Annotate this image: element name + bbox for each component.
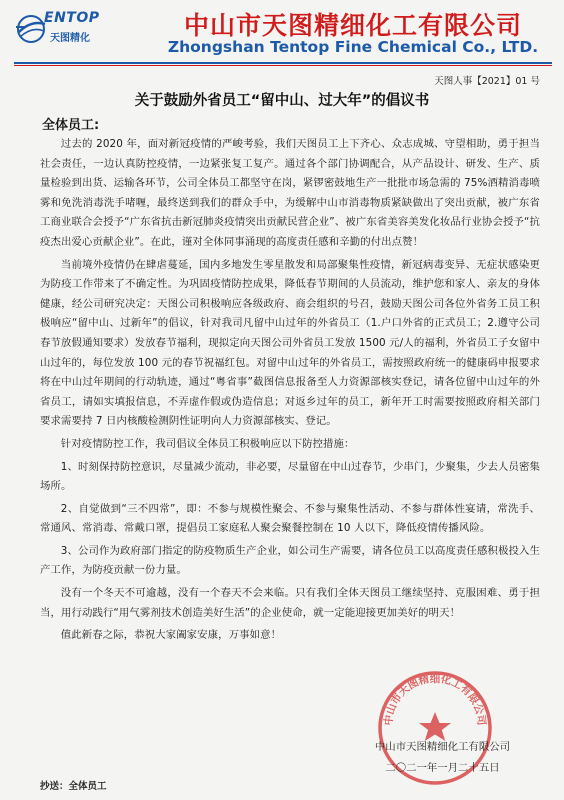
letter-body (40, 135, 540, 649)
document-title: 关于鼓励外省员工“留中山、过大年”的倡议书 (134, 93, 430, 109)
paragraph: 没有一个冬天不可逾越，没有一个春天不会来临。只有我们全体天图员工继续坚持、克服困难、勇于担当，用行动践行“用气雾剂技术创造美好生活”的企业使命，就一定能迎接更加美好的明天！ (40, 587, 540, 619)
salutation: 全体员工: (42, 118, 100, 133)
company-logo (14, 8, 132, 52)
svg-text:中山市天图精细化工有限公司: 中山市天图精细化工有限公司 (382, 672, 488, 726)
logo-text-en: ENTOP (44, 10, 100, 26)
paragraph: 过去的 2020 年，面对新冠疫情的严峻考验，我们天图员工上下齐心、众志成城、守望相助，勇于担当社会责任，一边认真防控疫情，一边紧张复工复产。通过各个部门协调配合，从产品设计、研发、生产、质量检验到出货、运输各环节，公司全体员工都坚守在岗，紧锣密鼓地生产一批批市场急需的 75%酒精消毒喷雾和免洗消毒洗手啫喱，最终送到我们的群众手中，为缓解中山市消毒物质紧缺做出了突出贡献，被广东省工商业联合会授予“广东省抗击新冠肺炎疫情突出贡献民营企业”、被广东省美容美发化妆品行业协会授予“抗疫杰出爱心贡献企业”。在此，谨对全体同事涌现的高度责任感和辛勤的付出点赞！ (40, 138, 540, 248)
paragraph: 3、公司作为政府部门指定的防疫物质生产企业，如公司生产需要，请各位员工以高度责任感积极投入生产工作，为防疫贡献一份力量。 (40, 544, 540, 577)
signature-block (375, 738, 510, 774)
company-name-en: Zhongshan Tentop Fine Chemical Co., LTD. (167, 38, 539, 56)
paragraph: 当前境外疫情仍在肆虐蔓延，国内多地发生零星散发和局部聚集性疫情，新冠病毒变异、无症状感染更为防疫工作带来了不确定性。为巩固疫情防控成果，降低春节期间的人员流动，维护您和家人、亲友的身体健康，经公司研究决定：天图公司积极响应各级政府、商会组织的号召，鼓励天图公司各位外省务工员工积极响应“留中山、过新年”的倡议，针对我司凡留中山过年的外省员工（1.户口外省的正式员工；2.遵守公司春节放假通知要求）发放春节福利，现拟定向天图公司外省员工发放 1500 元/人的福利，外省员工子女留中山过年的，每位发放 100 元的春节祝福红包。对留中山过年的外省员工，需按照政府统一的健康码申报要求将在中山过年期间的行动轨迹，通过“粤省事”截图信息报备至人力资源部核实登记，请各位留中山过年的外省员工，请如实填报信息，不弄虚作假或伪造信息；对返乡过年的员工，新年开工时需要按照政府相关部门要求需要持 7 日内核酸检测阴性证明向人力资源部核实、登记。 (40, 258, 540, 428)
signature-company: 中山市天图精细化工有限公司 (374, 741, 510, 753)
paragraph: 值此新春之际，恭祝大家阖家安康，万事如意！ (60, 629, 282, 642)
logo-text-cn: 天图精化 (50, 33, 90, 44)
header-rule-red (14, 65, 552, 66)
header-rule-blue (14, 62, 552, 64)
paragraph: 针对疫情防控工作，我司倡议全体员工积极响应以下防控措施： (60, 437, 355, 450)
globe-logo-icon (14, 12, 48, 46)
paragraph: 1、时刻保持防控意识，尽量减少流动，非必要，尽量留在中山过春节，少串门，少聚集，少去人员密集场所。 (40, 460, 540, 493)
company-name-cn: 中山市天图精细化工有限公司 (183, 11, 522, 40)
signature-date: 二〇二一年一月二十五日 (385, 762, 500, 774)
letterhead (0, 0, 564, 66)
document-number: 天图人事【2021】01 号 (434, 76, 540, 87)
paragraph: 2、自觉做到“三不四常”，即：不参与规模性聚会、不参与聚集性活动、不参与群体性宴请，常洗手、常通风、常消毒、常戴口罩，提倡员工家庭私人聚会聚餐控制在 10 人以下，降低疫情传播风险。 (40, 502, 540, 535)
cc-line: 抄送：全体员工 (40, 781, 107, 792)
